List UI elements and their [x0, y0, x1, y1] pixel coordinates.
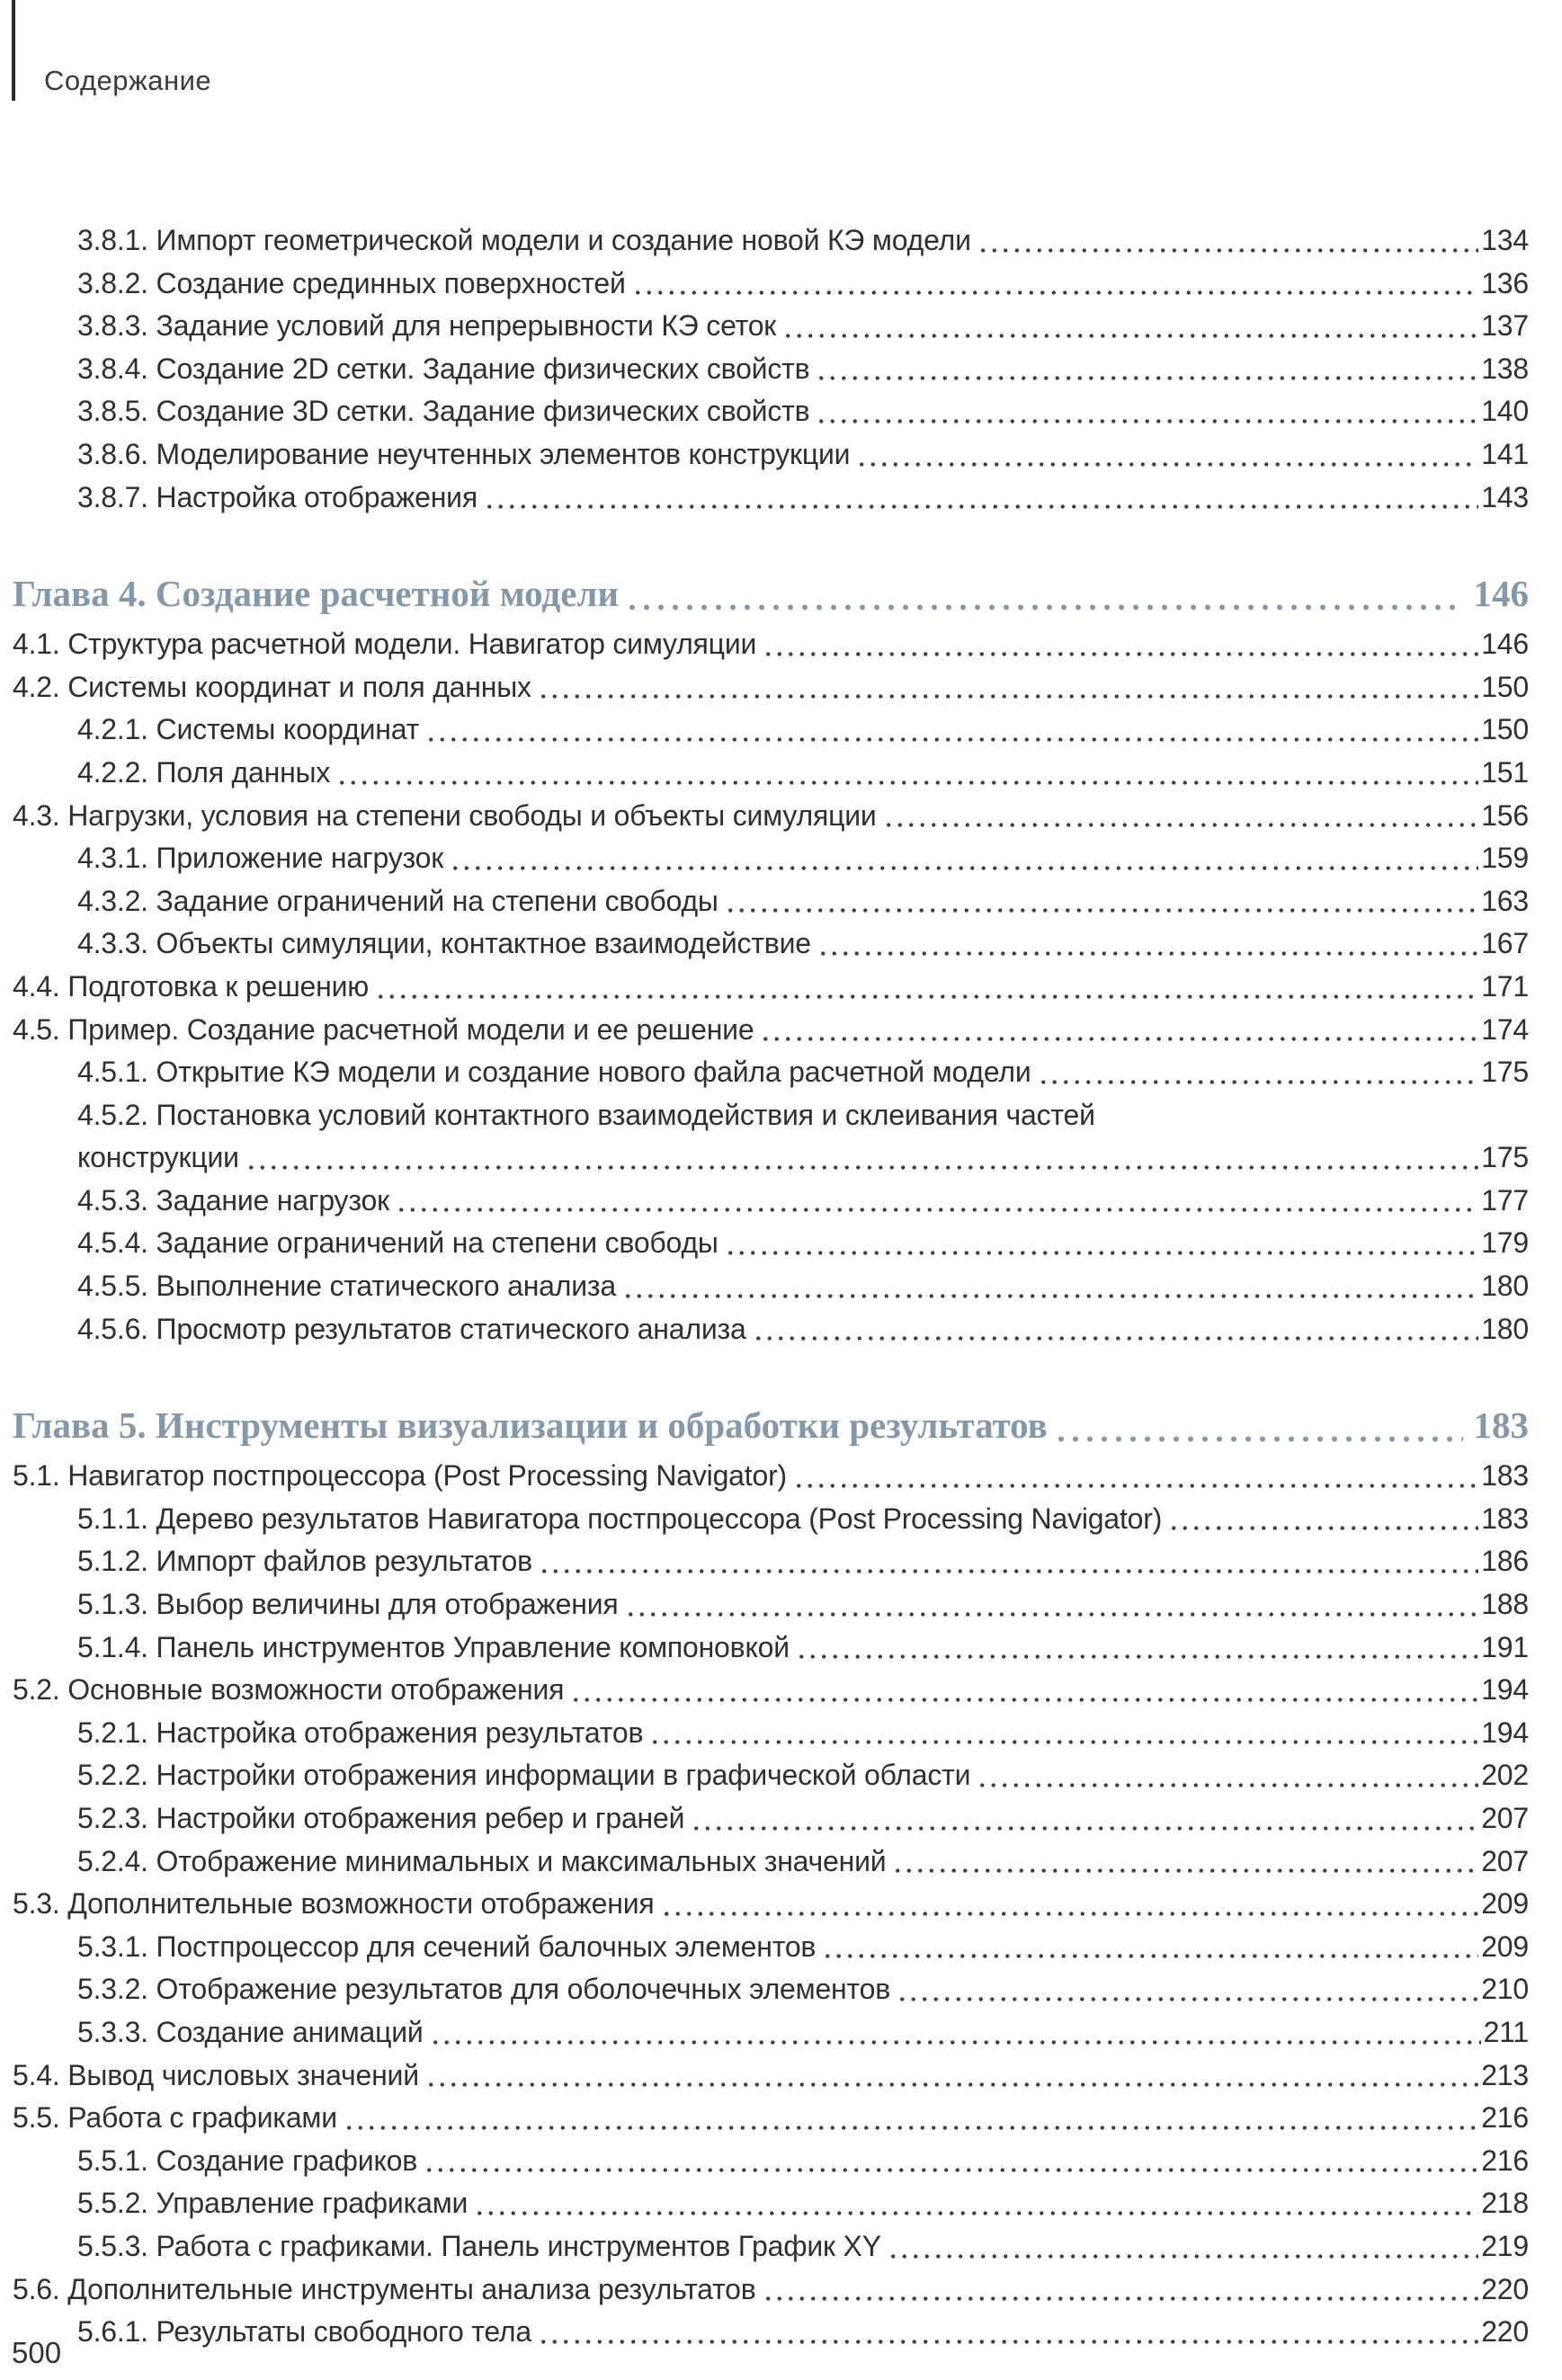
toc-entry [13, 837, 1529, 880]
toc-leader-dots [975, 1754, 1478, 1797]
toc-entry [13, 219, 1529, 263]
toc-entry-text: 4.3.1. Приложение нагрузок [77, 842, 444, 875]
toc-entry [13, 752, 1529, 795]
toc-entry [13, 2182, 1529, 2225]
toc-entry-text: 4.2.2. Поля данных [77, 755, 331, 789]
toc-page-number: 216 [1481, 2144, 1529, 2177]
toc-entry [13, 2011, 1529, 2055]
toc-entry-text: 5.2.3. Настройки отображения ребер и граней [77, 1802, 685, 1834]
toc-entry [13, 305, 1529, 348]
toc-entry-text: 5.5.3. Работа с графиками. Панель инструментов График XY [77, 2229, 881, 2262]
toc-entry [13, 1222, 1529, 1265]
toc-leader-dots [854, 433, 1478, 477]
toc-leader-dots [976, 219, 1478, 263]
toc-entry [13, 1797, 1529, 1841]
toc-leader-dots [1166, 1498, 1478, 1541]
toc-entry [13, 1926, 1529, 1969]
toc-page-number: 219 [1481, 2229, 1529, 2262]
toc-leader-dots [448, 837, 1478, 880]
toc-page-number: 218 [1481, 2187, 1529, 2220]
toc-page-number: 213 [1481, 2058, 1529, 2091]
toc-entry-text: 3.8.7. Настройка отображения [77, 480, 478, 513]
toc-leader-dots [428, 2011, 1481, 2055]
toc-entry-text: 3.8.3. Задание условий для непрерывности КЭ сеток [77, 309, 777, 343]
toc-page-number: 207 [1481, 1844, 1529, 1877]
toc-page-number: 209 [1481, 1887, 1529, 1921]
toc-page-number: 141 [1481, 437, 1529, 470]
toc-page-number: 183 [1481, 1459, 1529, 1493]
toc-leader-dots [895, 1968, 1478, 2011]
toc-entry [13, 2055, 1529, 2098]
toc-entry [13, 2140, 1529, 2183]
toc-entry-text: 3.8.1. Импорт геометрической модели и создание новой КЭ модели [77, 224, 971, 256]
toc-entry-text: 3.8.4. Создание 2D сетки. Задание физических свойств [77, 352, 810, 385]
toc-page-number: 188 [1481, 1588, 1529, 1621]
toc-chapter-heading [13, 1395, 1529, 1455]
toc-page-number: 174 [1481, 1012, 1529, 1046]
toc-entry [13, 390, 1529, 433]
toc-entry [13, 1051, 1529, 1094]
toc-entry [13, 263, 1529, 306]
toc-leader-dots [536, 666, 1478, 709]
toc-page-number: 171 [1481, 969, 1529, 1003]
toc-page-number: 210 [1481, 1973, 1529, 2006]
toc-entry-text: 5.4. Вывод числовых значений [13, 2058, 419, 2091]
toc-entry-text: Глава 4. Создание расчетной модели [13, 573, 620, 615]
toc-entry [13, 477, 1529, 520]
toc-leader-dots [791, 1455, 1478, 1498]
toc-leader-dots [373, 966, 1478, 1009]
toc-entry-text: 5.6.1. Результаты свободного тела [77, 2315, 531, 2349]
toc-page-number: 211 [1483, 2015, 1529, 2048]
toc-page-number: 180 [1481, 1270, 1529, 1303]
toc-page-number: 140 [1481, 395, 1529, 428]
toc-leader-dots [623, 564, 1462, 623]
toc-entry-text: 5.1. Навигатор постпроцессора (Post Processing Navigator) [13, 1459, 787, 1493]
toc-chapter-heading [13, 564, 1529, 623]
toc-page-number: 207 [1481, 1802, 1529, 1834]
toc-leader-dots [1036, 1051, 1479, 1094]
toc-entry [13, 880, 1529, 923]
toc-entry-text: 5.2.2. Настройки отображения информации в графической области [77, 1759, 971, 1792]
toc-page-number: 183 [1473, 1404, 1529, 1447]
toc-leader-dots [620, 1265, 1478, 1308]
toc-page-number: 136 [1481, 266, 1529, 299]
toc-entry-text: 4.5.2. Постановка условий контактного взаимодействия и склеивания частей [77, 1098, 1095, 1131]
toc-page-number: 134 [1481, 224, 1529, 256]
toc-leader-dots [761, 623, 1478, 666]
toc-entry-text: 5.3.2. Отображение результатов для оболочечных элементов [77, 1973, 891, 2006]
page-number: 500 [12, 2336, 62, 2369]
toc-entry-text: 3.8.6. Моделирование неучтенных элементов конструкции [77, 437, 851, 470]
toc-entry-text: 4.4. Подготовка к решению [13, 969, 370, 1003]
toc-entry-text: 5.3. Дополнительные возможности отображения [13, 1887, 655, 1921]
toc-entry [13, 666, 1529, 709]
toc-entry [13, 2225, 1529, 2269]
toc-entry-text: 4.5.5. Выполнение статического анализа [77, 1270, 616, 1303]
toc-page-number: 143 [1481, 480, 1529, 513]
toc-entry-text: Глава 5. Инструменты визуализации и обработки результатов [13, 1404, 1048, 1447]
toc-entry [13, 1137, 1529, 1180]
toc-leader-dots [751, 1308, 1479, 1351]
toc-leader-dots [424, 709, 1478, 752]
toc-entry-text: 5.1.1. Дерево результатов Навигатора постпроцессора (Post Processing Navigator) [77, 1502, 1163, 1535]
toc-leader-dots [689, 1797, 1478, 1841]
toc-entry-text: 4.5.3. Задание нагрузок [77, 1183, 389, 1217]
toc-leader-dots [647, 1712, 1478, 1755]
toc-entry [13, 1540, 1529, 1583]
toc-leader-dots [1052, 1395, 1463, 1455]
toc-entry-text: 5.5. Работа с графиками [13, 2101, 337, 2135]
toc-page-number: 150 [1481, 713, 1529, 746]
toc-page-number: 159 [1481, 842, 1529, 875]
toc-entry-text: 5.1.4. Панель инструментов Управление компоновкой [77, 1630, 790, 1663]
toc-page-number: 177 [1481, 1183, 1529, 1217]
toc-page-number: 202 [1481, 1759, 1529, 1792]
toc-entry [13, 2097, 1529, 2140]
toc-leader-dots [342, 2097, 1478, 2140]
toc-page-number: 156 [1481, 798, 1529, 832]
toc-leader-dots [424, 2055, 1478, 2098]
toc-entry [13, 795, 1529, 838]
toc-entry [13, 623, 1529, 666]
toc-leader-dots [568, 1669, 1478, 1712]
toc-leader-dots [244, 1137, 1478, 1180]
toc-leader-dots [890, 1841, 1478, 1884]
toc-entry-text: 4.1. Структура расчетной модели. Навигатор симуляции [13, 628, 757, 661]
toc-leader-dots [422, 2140, 1478, 2183]
toc-entry [13, 1754, 1529, 1797]
toc-page-number: 179 [1481, 1226, 1529, 1260]
toc-entry [13, 1669, 1529, 1712]
toc-entry-text: 5.1.3. Выбор величины для отображения [77, 1588, 619, 1621]
toc-page-number: 175 [1481, 1141, 1529, 1174]
toc-entry [13, 1841, 1529, 1884]
toc-entry [13, 1883, 1529, 1926]
toc-leader-dots [659, 1883, 1479, 1926]
toc-entry [13, 1094, 1529, 1137]
margin-rule [12, 0, 15, 101]
toc-page-number: 151 [1481, 755, 1529, 789]
toc-leader-dots [886, 2225, 1478, 2269]
toc-entry-text: 4.3.3. Объекты симуляции, контактное взаимодействие [77, 927, 811, 960]
toc-entry-text: конструкции [77, 1141, 239, 1174]
toc-entry [13, 1498, 1529, 1541]
toc-leader-dots [781, 305, 1478, 348]
toc-page-number: 186 [1481, 1545, 1529, 1578]
toc-entry-text: 5.3.1. Постпроцессор для сечений балочных элементов [77, 1930, 817, 1963]
toc-page-number: 146 [1473, 573, 1529, 615]
toc-page-number: 191 [1481, 1630, 1529, 1663]
toc-leader-dots [537, 1540, 1478, 1583]
toc-entry-text: 3.8.5. Создание 3D сетки. Задание физических свойств [77, 395, 810, 428]
toc-entry-text: 4.5.6. Просмотр результатов статического анализа [77, 1312, 746, 1345]
toc-page-number: 163 [1481, 884, 1529, 917]
toc-entry [13, 2269, 1529, 2312]
toc-page-number: 194 [1481, 1716, 1529, 1749]
toc-entry [13, 1009, 1529, 1052]
toc-page-number: 180 [1481, 1312, 1529, 1345]
toc-leader-dots [630, 263, 1479, 306]
toc-entry-text: 4.3.2. Задание ограничений на степени свободы [77, 884, 719, 917]
toc-page-number: 220 [1481, 2272, 1529, 2305]
toc-leader-dots [881, 795, 1479, 838]
toc-leader-dots [472, 2182, 1478, 2225]
toc-entry [13, 1968, 1529, 2011]
toc-leader-dots [623, 1583, 1479, 1627]
toc-entry [13, 966, 1529, 1009]
toc-entry-text: 5.2.4. Отображение минимальных и максимальных значений [77, 1844, 887, 1877]
toc-page-number: 209 [1481, 1930, 1529, 1963]
toc-leader-dots [723, 1222, 1478, 1265]
toc-leader-dots [394, 1180, 1478, 1223]
toc-leader-dots [723, 880, 1478, 923]
toc-list [13, 219, 1529, 2354]
page-title: Содержание [44, 65, 212, 96]
toc-page-number: 167 [1481, 927, 1529, 960]
toc-page-number: 138 [1481, 352, 1529, 385]
toc-entry [13, 1455, 1529, 1498]
toc-entry [13, 1583, 1529, 1627]
toc-entry [13, 1265, 1529, 1308]
toc-entry-text: 4.5.1. Открытие КЭ модели и создание нового файла расчетной модели [77, 1056, 1031, 1089]
toc-entry-text: 4.3. Нагрузки, условия на степени свободы и объекты симуляции [13, 798, 877, 832]
toc-entry-text: 5.1.2. Импорт файлов результатов [77, 1545, 532, 1578]
toc-entry-text: 3.8.2. Создание срединных поверхностей [77, 266, 626, 299]
toc-entry-text: 5.2. Основные возможности отображения [13, 1673, 565, 1707]
toc-page-number: 150 [1481, 670, 1529, 703]
toc-leader-dots [482, 477, 1478, 520]
toc-entry [13, 923, 1529, 966]
toc-entry [13, 1308, 1529, 1351]
toc-entry-text: 5.2.1. Настройка отображения результатов [77, 1716, 644, 1749]
toc-entry [13, 433, 1529, 477]
toc-leader-dots [758, 1009, 1478, 1052]
toc-entry-text: 4.2.1. Системы координат [77, 713, 420, 746]
toc-page-number: 194 [1481, 1673, 1529, 1707]
toc-entry [13, 709, 1529, 752]
toc-entry-text: 5.6. Дополнительные инструменты анализа результатов [13, 2272, 756, 2305]
toc-entry-text: 4.5. Пример. Создание расчетной модели и ее решение [13, 1012, 754, 1046]
toc-entry [13, 1180, 1529, 1223]
toc-page-number: 220 [1481, 2315, 1529, 2349]
toc-entry-text: 5.3.3. Создание анимаций [77, 2015, 424, 2048]
toc-leader-dots [820, 1926, 1478, 1969]
toc-entry-text: 5.5.1. Создание графиков [77, 2144, 417, 2177]
toc-leader-dots [335, 752, 1478, 795]
toc-entry [13, 1627, 1529, 1670]
toc-page-number: 137 [1481, 309, 1529, 343]
toc-page-number: 183 [1481, 1502, 1529, 1535]
toc-leader-dots [814, 390, 1478, 433]
toc-leader-dots [536, 2311, 1478, 2354]
toc-page-number: 216 [1481, 2101, 1529, 2135]
toc-leader-dots [814, 348, 1478, 391]
toc-entry-text: 4.5.4. Задание ограничений на степени свободы [77, 1226, 719, 1260]
toc-entry [13, 348, 1529, 391]
toc-entry-text: 5.5.2. Управление графиками [77, 2187, 469, 2220]
toc-entry [13, 1712, 1529, 1755]
toc-page-number: 175 [1481, 1056, 1529, 1089]
toc-entry [13, 2311, 1529, 2354]
toc-leader-dots [816, 923, 1478, 966]
toc-leader-dots [761, 2269, 1479, 2312]
toc-leader-dots [794, 1627, 1478, 1670]
toc-page-number: 146 [1481, 628, 1529, 661]
toc-entry-text: 4.2. Системы координат и поля данных [13, 670, 531, 703]
